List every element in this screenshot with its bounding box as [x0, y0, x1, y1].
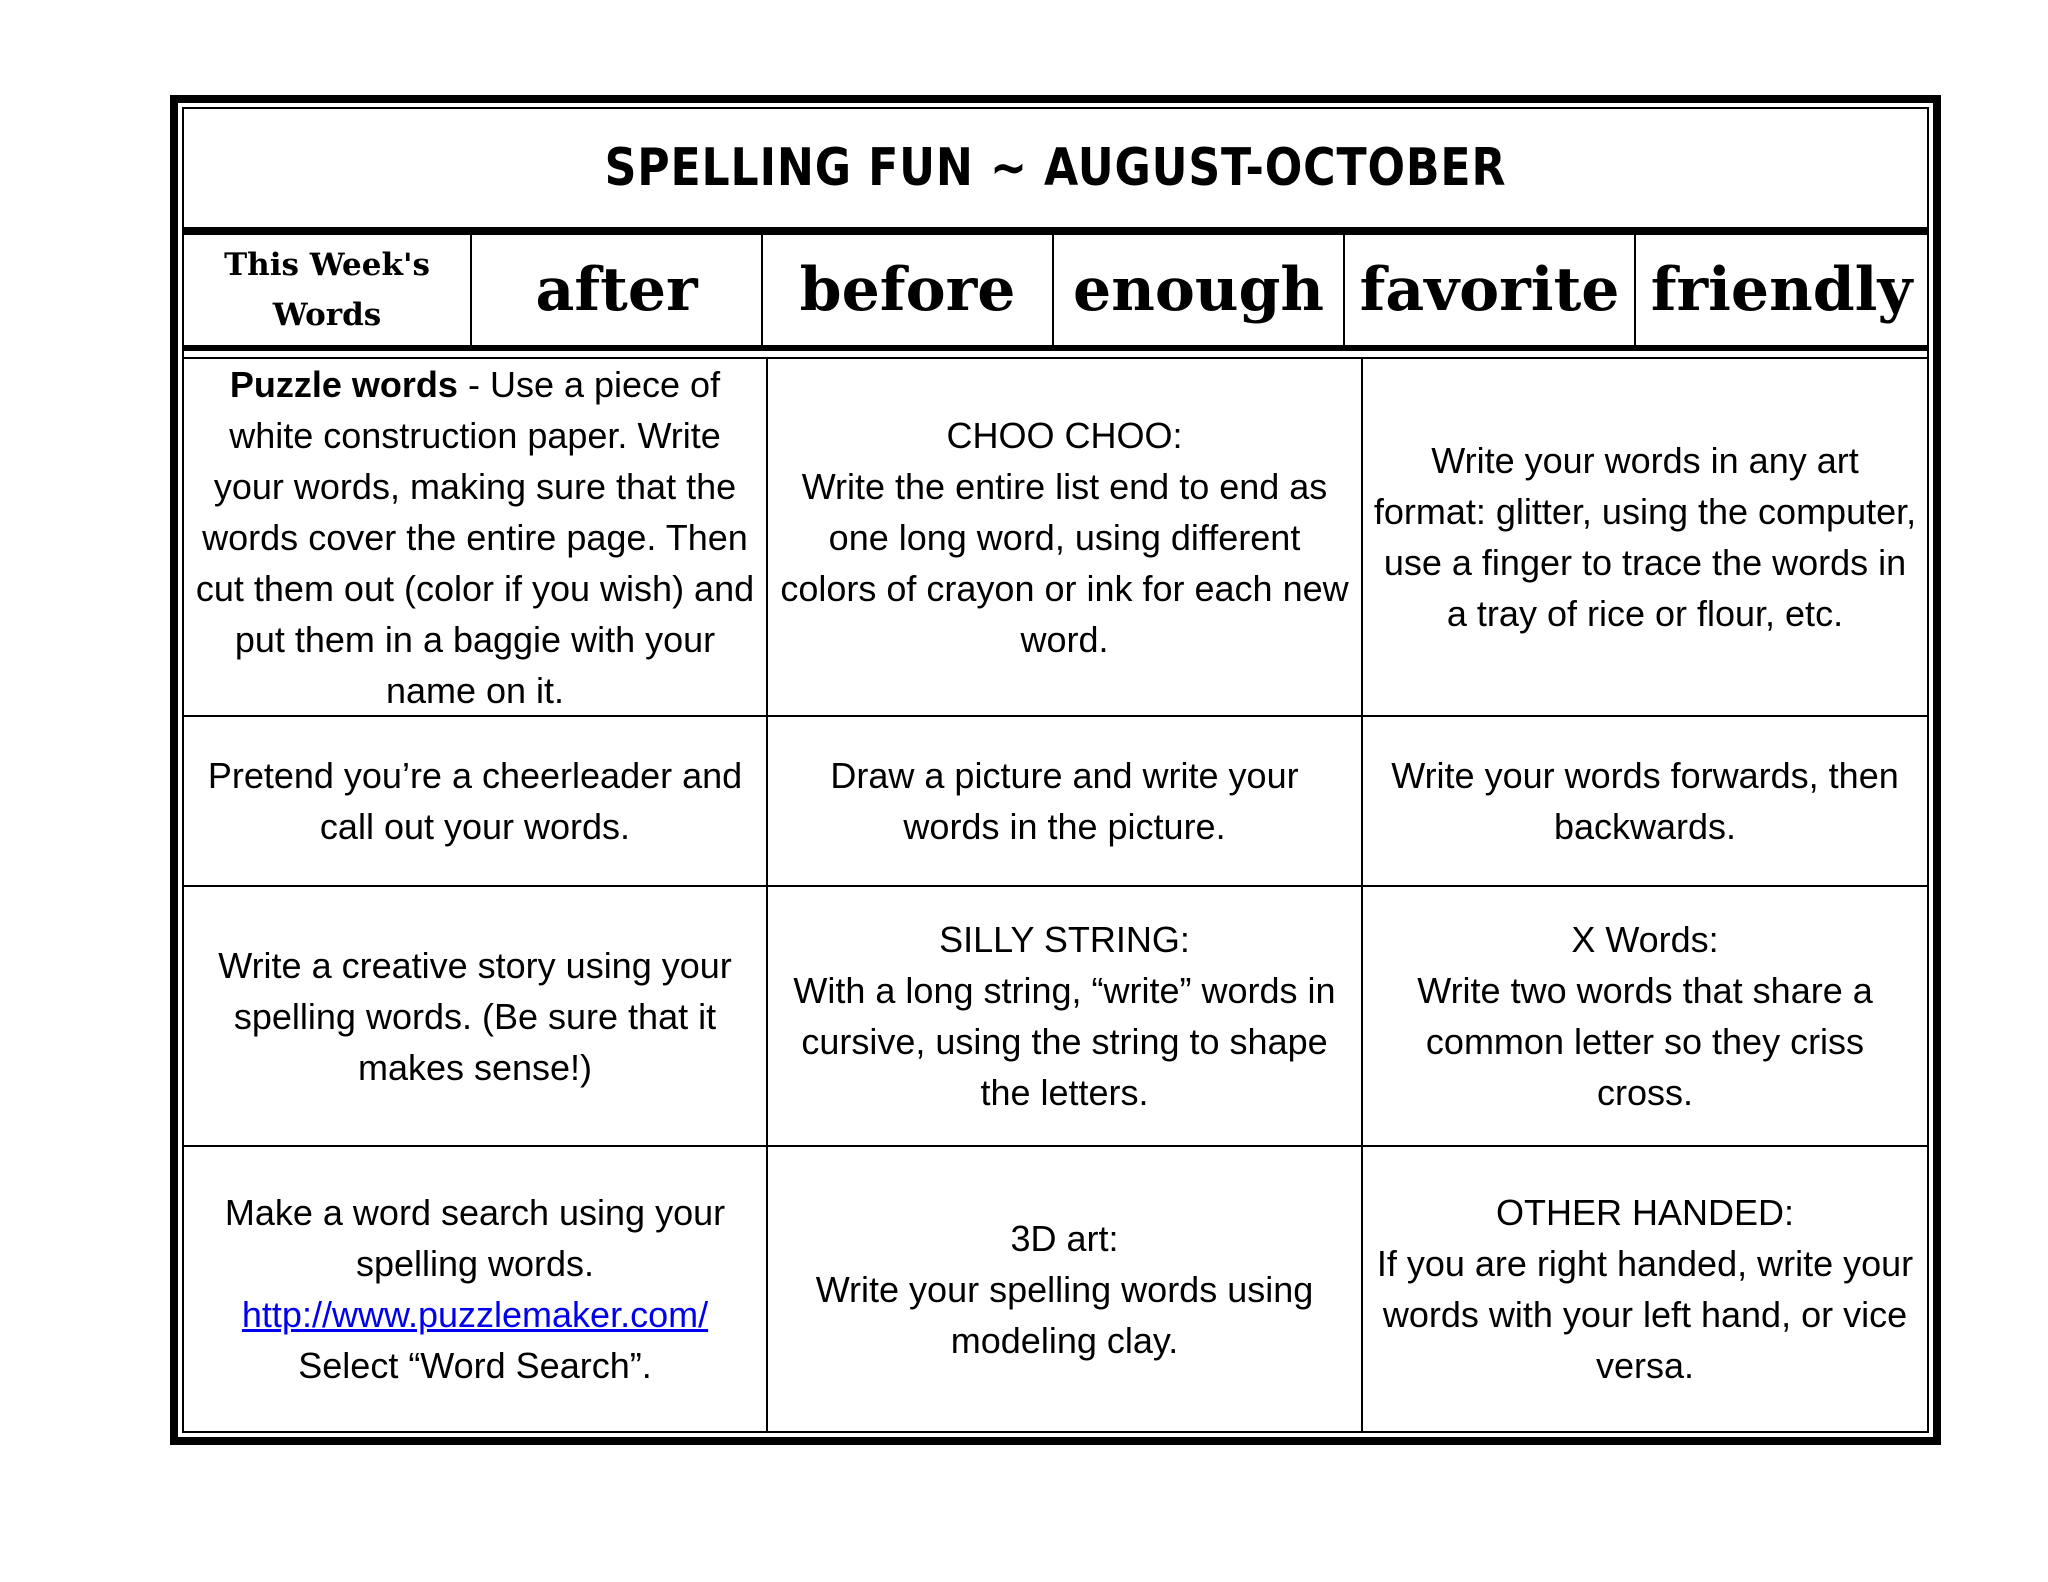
spelling-sheet	[170, 95, 1941, 1445]
word-friendly: friendly	[1650, 255, 1913, 325]
puzzlemaker-link[interactable]: http://www.puzzlemaker.com/	[241, 1294, 709, 1335]
activity-x-heading: X Words:	[1571, 919, 1719, 960]
word-after: after	[472, 235, 763, 345]
activity-word-search	[184, 1147, 768, 1431]
activity-art-body: Write your words in any art format: glitter, using the computer, use a finger to trace the words in a tray of rice or flour, etc.	[1373, 440, 1917, 634]
word-enough: enough	[1054, 235, 1345, 345]
activity-search-line1: Make a word search using your spelling words.	[224, 1192, 726, 1284]
activity-other-handed	[1363, 1147, 1927, 1431]
title-row	[184, 109, 1927, 233]
activity-story-body: Write a creative story using your spelling words. (Be sure that it makes sense!)	[218, 944, 732, 1088]
activity-forwards-backwards	[1363, 717, 1927, 887]
activity-hand-heading: OTHER HANDED:	[1495, 1192, 1795, 1233]
weekly-words-label	[184, 235, 472, 345]
activity-draw-picture	[768, 717, 1363, 887]
word-before: before	[763, 235, 1054, 345]
activity-puzzle-heading: Puzzle words	[229, 363, 458, 405]
activity-choo-heading: CHOO CHOO:	[946, 414, 1183, 456]
activity-forwards-body: Write your words forwards, then backwards.	[1391, 755, 1899, 847]
page-title: SPELLING FUN ~ AUGUST-OCTOBER	[604, 138, 1507, 198]
activity-silly-string	[768, 887, 1363, 1147]
activity-string-body: With a long string, “write” words in cursive, using the string to shape the letters.	[793, 970, 1336, 1113]
word-favorite: favorite	[1345, 235, 1636, 345]
sheet-inner-border	[182, 107, 1929, 1433]
activity-creative-story	[184, 887, 768, 1147]
activity-cheer-body: Pretend you’re a cheerleader and call out your words.	[207, 755, 743, 847]
activity-puzzle-body: - Use a piece of white construction paper. Write your words, making sure that the words cover the entire page. Then cut them out (color if you wish) and put them in a baggie with your name on it.	[195, 363, 755, 711]
activity-string-heading: SILLY STRING:	[939, 919, 1190, 960]
activity-3d-art	[768, 1147, 1363, 1431]
activity-cheerleader	[184, 717, 768, 887]
activity-hand-body: If you are right handed, write your words with your left hand, or vice versa.	[1376, 1243, 1914, 1386]
activity-puzzle-words	[184, 359, 768, 717]
weekly-words-label-line1: This Week's	[224, 247, 430, 283]
activity-choo-choo	[768, 359, 1363, 717]
activity-clay-heading: 3D art:	[1010, 1217, 1119, 1259]
activity-search-line2: Select “Word Search”.	[298, 1345, 652, 1386]
activity-grid	[184, 357, 1927, 1431]
activity-clay-body: Write your spelling words using modeling clay.	[815, 1268, 1314, 1361]
activity-x-body: Write two words that share a common letter so they criss cross.	[1417, 970, 1873, 1113]
weekly-words-label-line2: Words	[272, 297, 382, 333]
activity-x-words	[1363, 887, 1927, 1147]
activity-art-format	[1363, 359, 1927, 717]
weekly-words-row	[184, 233, 1927, 351]
activity-choo-body: Write the entire list end to end as one long word, using different colors of crayon or ink for each new word.	[780, 465, 1349, 660]
activity-draw-body: Draw a picture and write your words in the picture.	[830, 755, 1299, 847]
